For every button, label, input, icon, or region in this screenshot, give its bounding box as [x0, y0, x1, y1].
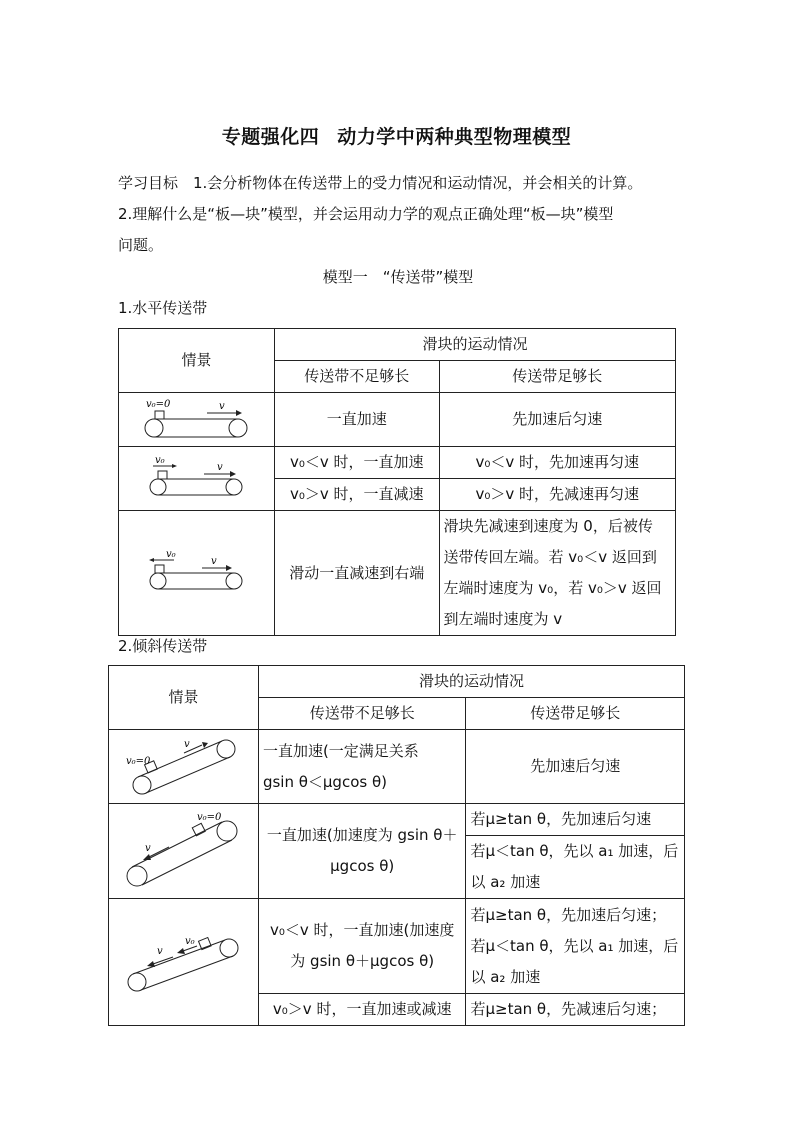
i-r1-b: 先加速后匀速 — [466, 730, 685, 804]
header-not-long: 传送带不足够长 — [274, 361, 439, 393]
section-horizontal: 1.水平传送带 — [118, 299, 208, 317]
inclined-table — [108, 665, 685, 1026]
h-r2-a1: v₀＜v 时，一直加速 — [274, 447, 439, 479]
header-motion: 滑块的运动情况 — [258, 666, 684, 698]
h-r2-a2: v₀＞v 时，一直减速 — [274, 479, 439, 511]
figure-cell — [119, 447, 275, 511]
i-r2-b2-line-1: 若μ＜tan θ，先以 a₁ 加速，后 — [470, 842, 679, 860]
i-r2-a-line-1: 一直加速(加速度为 gsin θ＋ — [266, 826, 458, 844]
v0-zero-label: v₀=0 — [126, 755, 151, 767]
v-label: v — [211, 556, 218, 567]
figure-cell — [109, 899, 259, 1026]
header-not-long: 传送带不足够长 — [258, 698, 466, 730]
i-r2-a — [258, 804, 466, 899]
h-r1-a: 一直加速 — [274, 393, 439, 447]
goal-line-3: 问题。 — [118, 236, 164, 254]
v-label: v — [145, 843, 152, 854]
i-r3-b — [466, 899, 685, 994]
i-r3-b-line-3: 以 a₂ 加速 — [470, 967, 541, 986]
i-r1-a-line-2: gsin θ＜μgcos θ) — [262, 772, 387, 791]
header-scene: 情景 — [119, 329, 275, 393]
i-r1-a-line-1: 一直加速(一定满足关系 — [262, 741, 419, 760]
goal-line-2: 2.理解什么是“板—块”模型，并会运用动力学的观点正确处理“板—块”模型 — [118, 205, 614, 223]
figure-cell — [109, 730, 259, 804]
horizontal-belt-figure-3 — [146, 548, 246, 598]
section-inclined: 2.倾斜传送带 — [118, 637, 208, 655]
i-r4-a: v₀＞v 时，一直加速或减速 — [258, 994, 466, 1026]
figure-cell — [119, 511, 275, 636]
v0-label: v₀ — [166, 549, 177, 560]
i-r2-b1: 若μ≥tan θ，先加速后匀速 — [466, 804, 685, 836]
h-r2-b1: v₀＜v 时，先加速再匀速 — [439, 447, 675, 479]
title-part-1: 专题强化四 — [221, 126, 320, 148]
i-r3-b-line-1: 若μ≥tan θ，先加速后匀速； — [470, 905, 667, 924]
header-scene: 情景 — [109, 666, 259, 730]
h-r2-b2: v₀＞v 时，先减速再匀速 — [439, 479, 675, 511]
page-title — [0, 122, 793, 149]
inclined-belt-figure-3 — [121, 922, 245, 1002]
h-r3-a: 滑动一直减速到右端 — [274, 511, 439, 636]
header-motion: 滑块的运动情况 — [274, 329, 675, 361]
i-r1-a — [258, 730, 466, 804]
i-r2-a-line-2: μgcos θ) — [330, 857, 395, 875]
h-r3-b-line-1: 滑块先减速到速度为 0，后被传 — [443, 517, 653, 535]
h-r3-b — [439, 511, 675, 636]
i-r3-b-line-2: 若μ＜tan θ，先以 a₁ 加速，后 — [470, 936, 679, 955]
i-r2-b2-line-2: 以 a₂ 加速 — [470, 873, 541, 891]
figure-cell — [109, 804, 259, 899]
v-label: v — [157, 946, 164, 957]
i-r3-a-line-1: v₀＜v 时，一直加速(加速度 — [270, 921, 455, 939]
horizontal-table — [118, 328, 676, 636]
i-r3-a — [258, 899, 466, 994]
h-r1-b: 先加速后匀速 — [439, 393, 675, 447]
v0-zero-label: v₀=0 — [146, 398, 171, 410]
v0-zero-label: v₀=0 — [197, 812, 222, 823]
header-long: 传送带足够长 — [466, 698, 685, 730]
horizontal-belt-figure-1 — [141, 397, 251, 443]
h-r3-b-line-3: 左端时速度为 v₀，若 v₀＞v 返回 — [443, 579, 662, 597]
v-label: v — [184, 738, 191, 750]
horizontal-belt-figure-2 — [146, 454, 246, 504]
i-r3-a-line-2: 为 gsin θ＋μgcos θ) — [290, 952, 435, 970]
goal-line-1: 学习目标 1.会分析物体在传送带上的受力情况和运动情况，并会相关的计算。 — [118, 174, 643, 192]
learning-goals — [118, 168, 688, 261]
v-label: v — [219, 400, 226, 412]
figure-cell — [119, 393, 275, 447]
inclined-belt-figure-2 — [121, 811, 245, 891]
h-r3-b-line-4: 到左端时速度为 v — [443, 610, 563, 628]
v0-label: v₀ — [155, 454, 166, 466]
i-r2-b2 — [466, 836, 685, 899]
inclined-belt-figure-1 — [124, 734, 242, 800]
i-r4-b: 若μ≥tan θ，先减速后匀速； — [466, 994, 685, 1026]
model-heading: 模型一 “传送带”模型 — [322, 268, 474, 286]
h-r3-b-line-2: 送带传回左端。若 v₀＜v 返回到 — [443, 548, 657, 566]
title-part-2: 动力学中两种典型物理模型 — [337, 126, 572, 148]
v-label: v — [217, 461, 224, 473]
header-long: 传送带足够长 — [439, 361, 675, 393]
v0-label: v₀ — [185, 936, 196, 947]
